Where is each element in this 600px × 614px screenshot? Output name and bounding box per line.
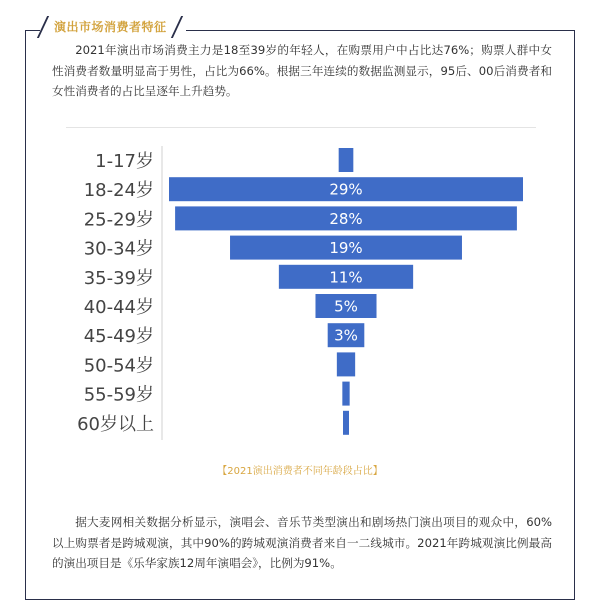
category-label-8: 55-59岁 [83, 384, 154, 406]
bars-group [77, 148, 523, 435]
category-label-0: 1-17岁 [95, 151, 154, 172]
category-label-2: 25-29岁 [83, 209, 154, 231]
data-label-2: 28% [329, 209, 363, 228]
category-label-5: 40-44岁 [83, 297, 154, 318]
detail-paragraph: 据大麦网相关数据分析显示，演唱会、音乐节类型演出和剧场热门演出项目的观众中，60%以上购票者是跨城观演，其中90%的跨城观演消费者来自一二线城市。2021年跨城观演比例最高的演出项目是《乐华家族12周年演唱会》，比例为91%。 [52, 515, 552, 570]
data-label-4: 11% [329, 268, 363, 287]
bar-9 [343, 411, 349, 435]
data-label-5: 5% [334, 297, 358, 316]
bar-8 [342, 382, 349, 406]
category-label-6: 45-49岁 [83, 326, 154, 348]
data-label-6: 3% [334, 326, 358, 345]
data-label-3: 19% [329, 239, 363, 258]
data-label-1: 29% [329, 180, 363, 199]
category-label-4: 35-39岁 [83, 267, 154, 289]
bar-0 [339, 148, 354, 172]
bar-7 [337, 352, 355, 376]
section-title: 演出市场消费者特征 [54, 20, 167, 34]
category-label-3: 30-34岁 [83, 238, 154, 260]
intro-paragraph: 2021年演出市场消费主力是18至39岁的年轻人，在购票用户中占比达76%；购票人群中女性消费者数量明显高于男性，占比为66%。根据三年连续的数据监测显示，95后、00后消费者和女性消费者的占比呈逐年上升趋势。 [52, 43, 552, 98]
age-funnel-chart [66, 128, 536, 450]
category-label-1: 18-24岁 [83, 180, 154, 202]
chart-caption: 【2021演出消费者不同年龄段占比】 [217, 466, 383, 477]
category-label-9: 60岁以上 [77, 413, 154, 435]
category-label-7: 50-54岁 [83, 355, 154, 377]
